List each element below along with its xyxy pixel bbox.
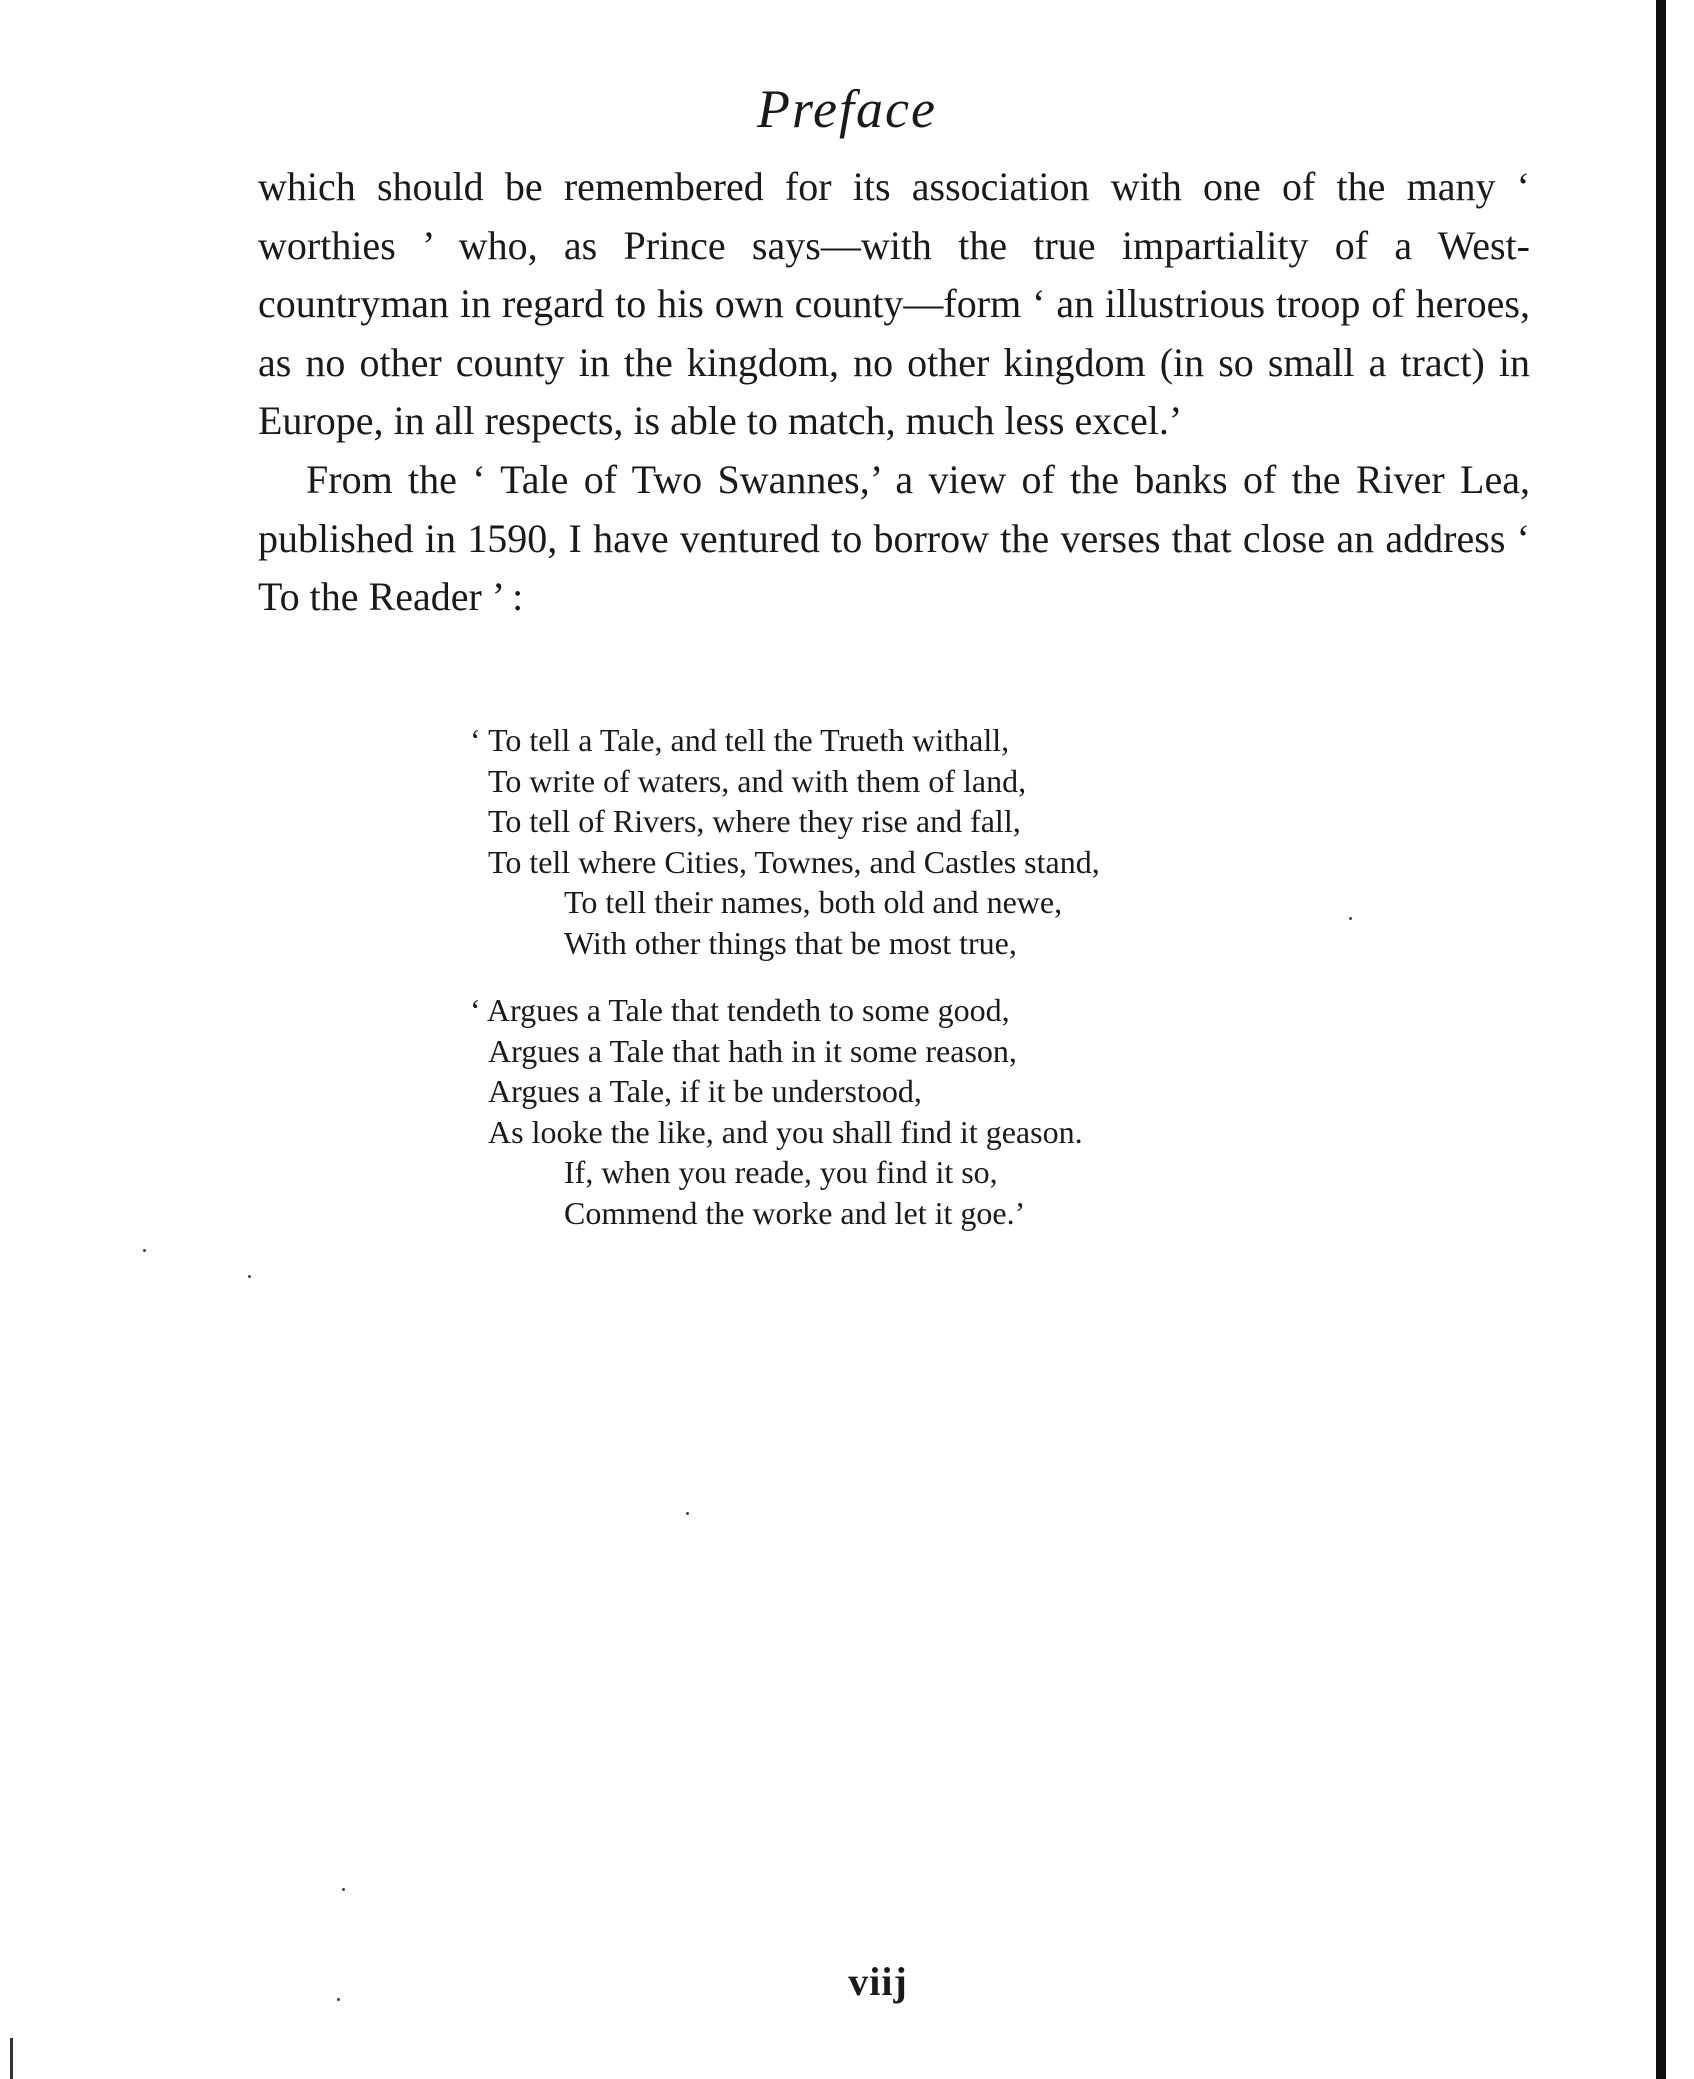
verse-line: To write of waters, and with them of land, [488,762,1027,799]
verse-stanza-2 [470,990,1370,1233]
verse-line: Argues a Tale that hath in it some reason, [488,1032,1017,1069]
scan-speck [342,1888,345,1891]
running-title: Preface [757,79,937,139]
page-edge-shadow [1656,0,1666,2079]
verse-line: ‘ Argues a Tale that tendeth to some good, [470,992,1010,1028]
verse-line: If, when you reade, you find it so, [564,1154,998,1190]
page-number: viij [848,1959,908,2004]
paragraph: From the ‘ Tale of Two Swannes,’ a view of the banks of the River Lea, published in 1590, I have ventured to borrow the verses that close an address ‘ To the Reader ’ : [258,456,1530,620]
scan-speck [337,1998,340,2001]
verse-line: Argues a Tale, if it be understood, [488,1073,922,1109]
verse-line: With other things that be most true, [564,924,1017,961]
verse-line: Commend the worke and let it goe.’ [564,1194,1026,1231]
paragraph: which should be remembered for its association with one of the many ‘ worthies ’ who, as Prince says—with the true impartiality of a West-countryman in regard to his own county—form ‘ an illustrious troop of heroes, as no other county in the kingdom, no other kingdom (in so small a tract) in Europe, in all respects, is able to match, much less excel.’ [258,164,1530,444]
scan-speck [248,1275,251,1278]
scan-speck [143,1249,146,1252]
scan-speck [1349,917,1352,920]
verse-line: ‘ To tell a Tale, and tell the Trueth withall, [470,722,1010,758]
scan-mark [10,2038,13,2079]
verse-line: To tell where Cities, Townes, and Castles stand, [488,843,1100,880]
verse-stanza-1 [470,720,1370,963]
verse-line: As looke the like, and you shall find it geason. [488,1113,1083,1150]
body-text [258,158,1530,627]
verse-line: To tell of Rivers, where they rise and fall, [488,803,1021,839]
verse-line: To tell their names, both old and newe, [564,884,1063,920]
scan-speck [686,1512,689,1515]
